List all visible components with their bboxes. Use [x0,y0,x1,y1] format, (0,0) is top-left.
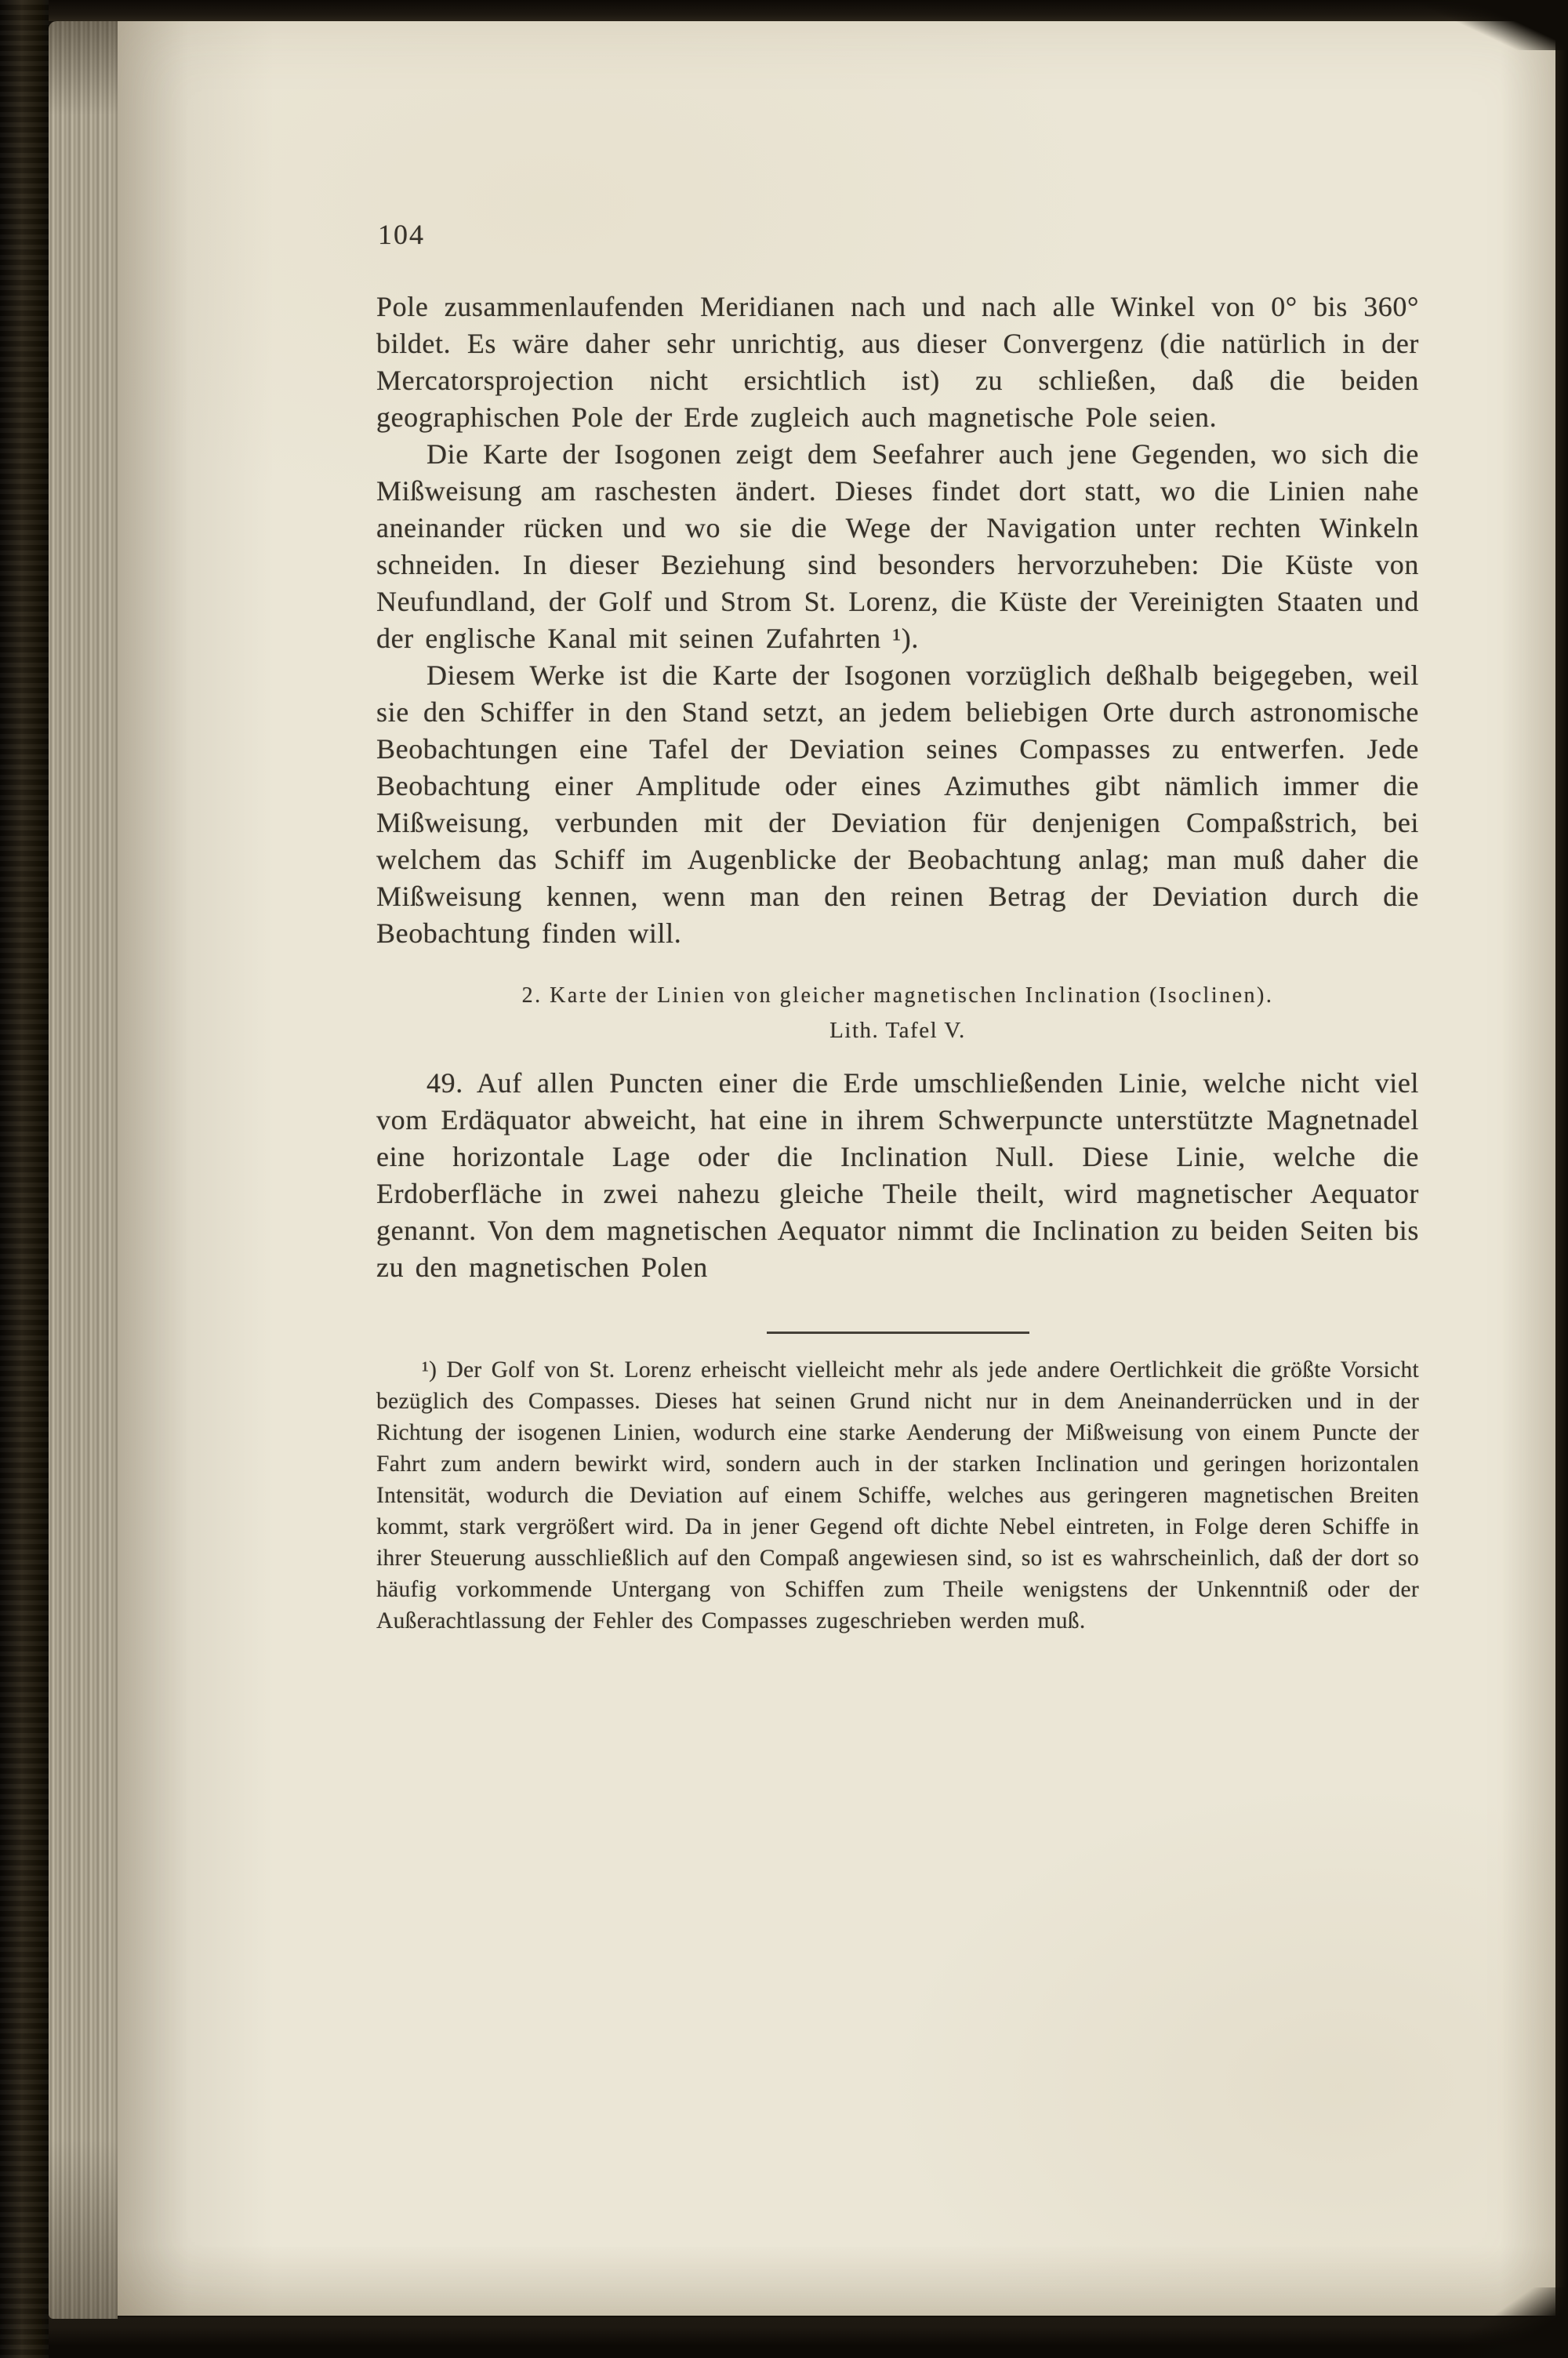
paragraph: Pole zusammenlaufenden Meridianen nach und nach alle Winkel von 0° bis 360° bildet. Es wäre daher sehr unrichtig, aus dieser Convergenz (die natürlich in der Mercatorsprojection nicht ersichtlich ist) zu schließen, daß die beiden geographischen Pole der Erde zugleich auch magnetische Pole seien. [376,291,1419,433]
cover-corner-bottom-right [1443,2287,1568,2358]
page-number: 104 [378,219,425,250]
section-heading [376,979,1419,1048]
footnote-separator-rule [767,1332,1029,1334]
paragraph: Die Karte der Isogonen zeigt dem Seefahrer auch jene Gegenden, wo sich die Mißweisung am raschesten ändert. Dieses findet dort statt, wo die Linien nahe aneinander rücken und wo sie die Wege der Navigation unter rechten Winkeln schneiden. In dieser Beziehung sind besonders hervorzuheben: Die Küste von Neufundland, der Golf und Strom St. Lorenz, die Küste der Vereinigten Staaten und der englische Kanal mit seinen Zufahrten ¹). [376,438,1419,654]
paragraph: Diesem Werke ist die Karte der Isogonen vorzüglich deßhalb beigegeben, weil sie den Schiffer in den Stand setzt, an jedem beliebigen Orte durch astronomische Beobachtungen eine Tafel der Deviation seines Compasses zu entwerfen. Jede Beobachtung einer Amplitude oder eines Azimuthes gibt nämlich immer die Mißweisung, verbunden mit der Deviation für denjenigen Compaßstrich, bei welchem das Schiff im Augenblicke der Beobachtung anlag; man muß daher die Mißweisung kennen, wenn man den reinen Betrag der Deviation durch die Beobachtung finden will. [376,659,1419,949]
book-cover-right-edge [1555,0,1568,2358]
book-binding [0,0,49,2358]
stacked-page-edges [49,21,118,2319]
book-cover-bottom-edge [0,2317,1568,2358]
book-cover-top-edge [0,0,1568,21]
footnote: ¹) Der Golf von St. Lorenz erheischt vielleicht mehr als jede andere Oertlichkeit die größte Vorsicht bezüglich des Compasses. Dieses hat seinen Grund nicht nur in dem Aneinanderrücken und in der Richtung der isogenen Linien, wodurch eine starke Aenderung der Mißweisung von einem Puncte der Fahrt zum andern bewirkt wird, sondern auch in der starken Inclination und geringen horizontalen Intensität, wodurch die Deviation auf einem Schiffe, welches aus geringeren magnetischen Breiten kommt, stark vergrößert wird. Da in jener Gegend oft dichte Nebel eintreten, in Folge deren Schiffe in ihrer Steuerung ausschließlich auf den Compaß angewiesen sind, so ist es wahrscheinlich, daß der dort so häufig vorkommende Untergang von Schiffen zum Theile wenigstens der Unkenntniß oder der Außerachtlassung der Fehler des Compasses zugeschrieben werden muß. [376,1357,1419,1633]
section-heading-title: 2. Karte der Linien von gleicher magnetischen Inclination (Isoclinen). [521,983,1274,1008]
section-heading-plate-reference: Lith. Tafel V. [829,1018,966,1043]
cover-corner-top-right [1419,0,1568,50]
text-block [376,289,1419,1637]
paragraph-numbered-49: 49. Auf allen Puncten einer die Erde umschließenden Linie, welche nicht viel vom Erdäquator abweicht, hat eine in ihrem Schwerpuncte unterstützte Magnetnadel eine horizontale Lage oder die Inclination Null. Diese Linie, welche die Erdoberfläche in zwei nahezu gleiche Theile theilt, wird magnetischer Aequator genannt. Von dem magnetischen Aequator nimmt die Inclination zu beiden Seiten bis zu den magnetischen Polen [376,1067,1420,1283]
